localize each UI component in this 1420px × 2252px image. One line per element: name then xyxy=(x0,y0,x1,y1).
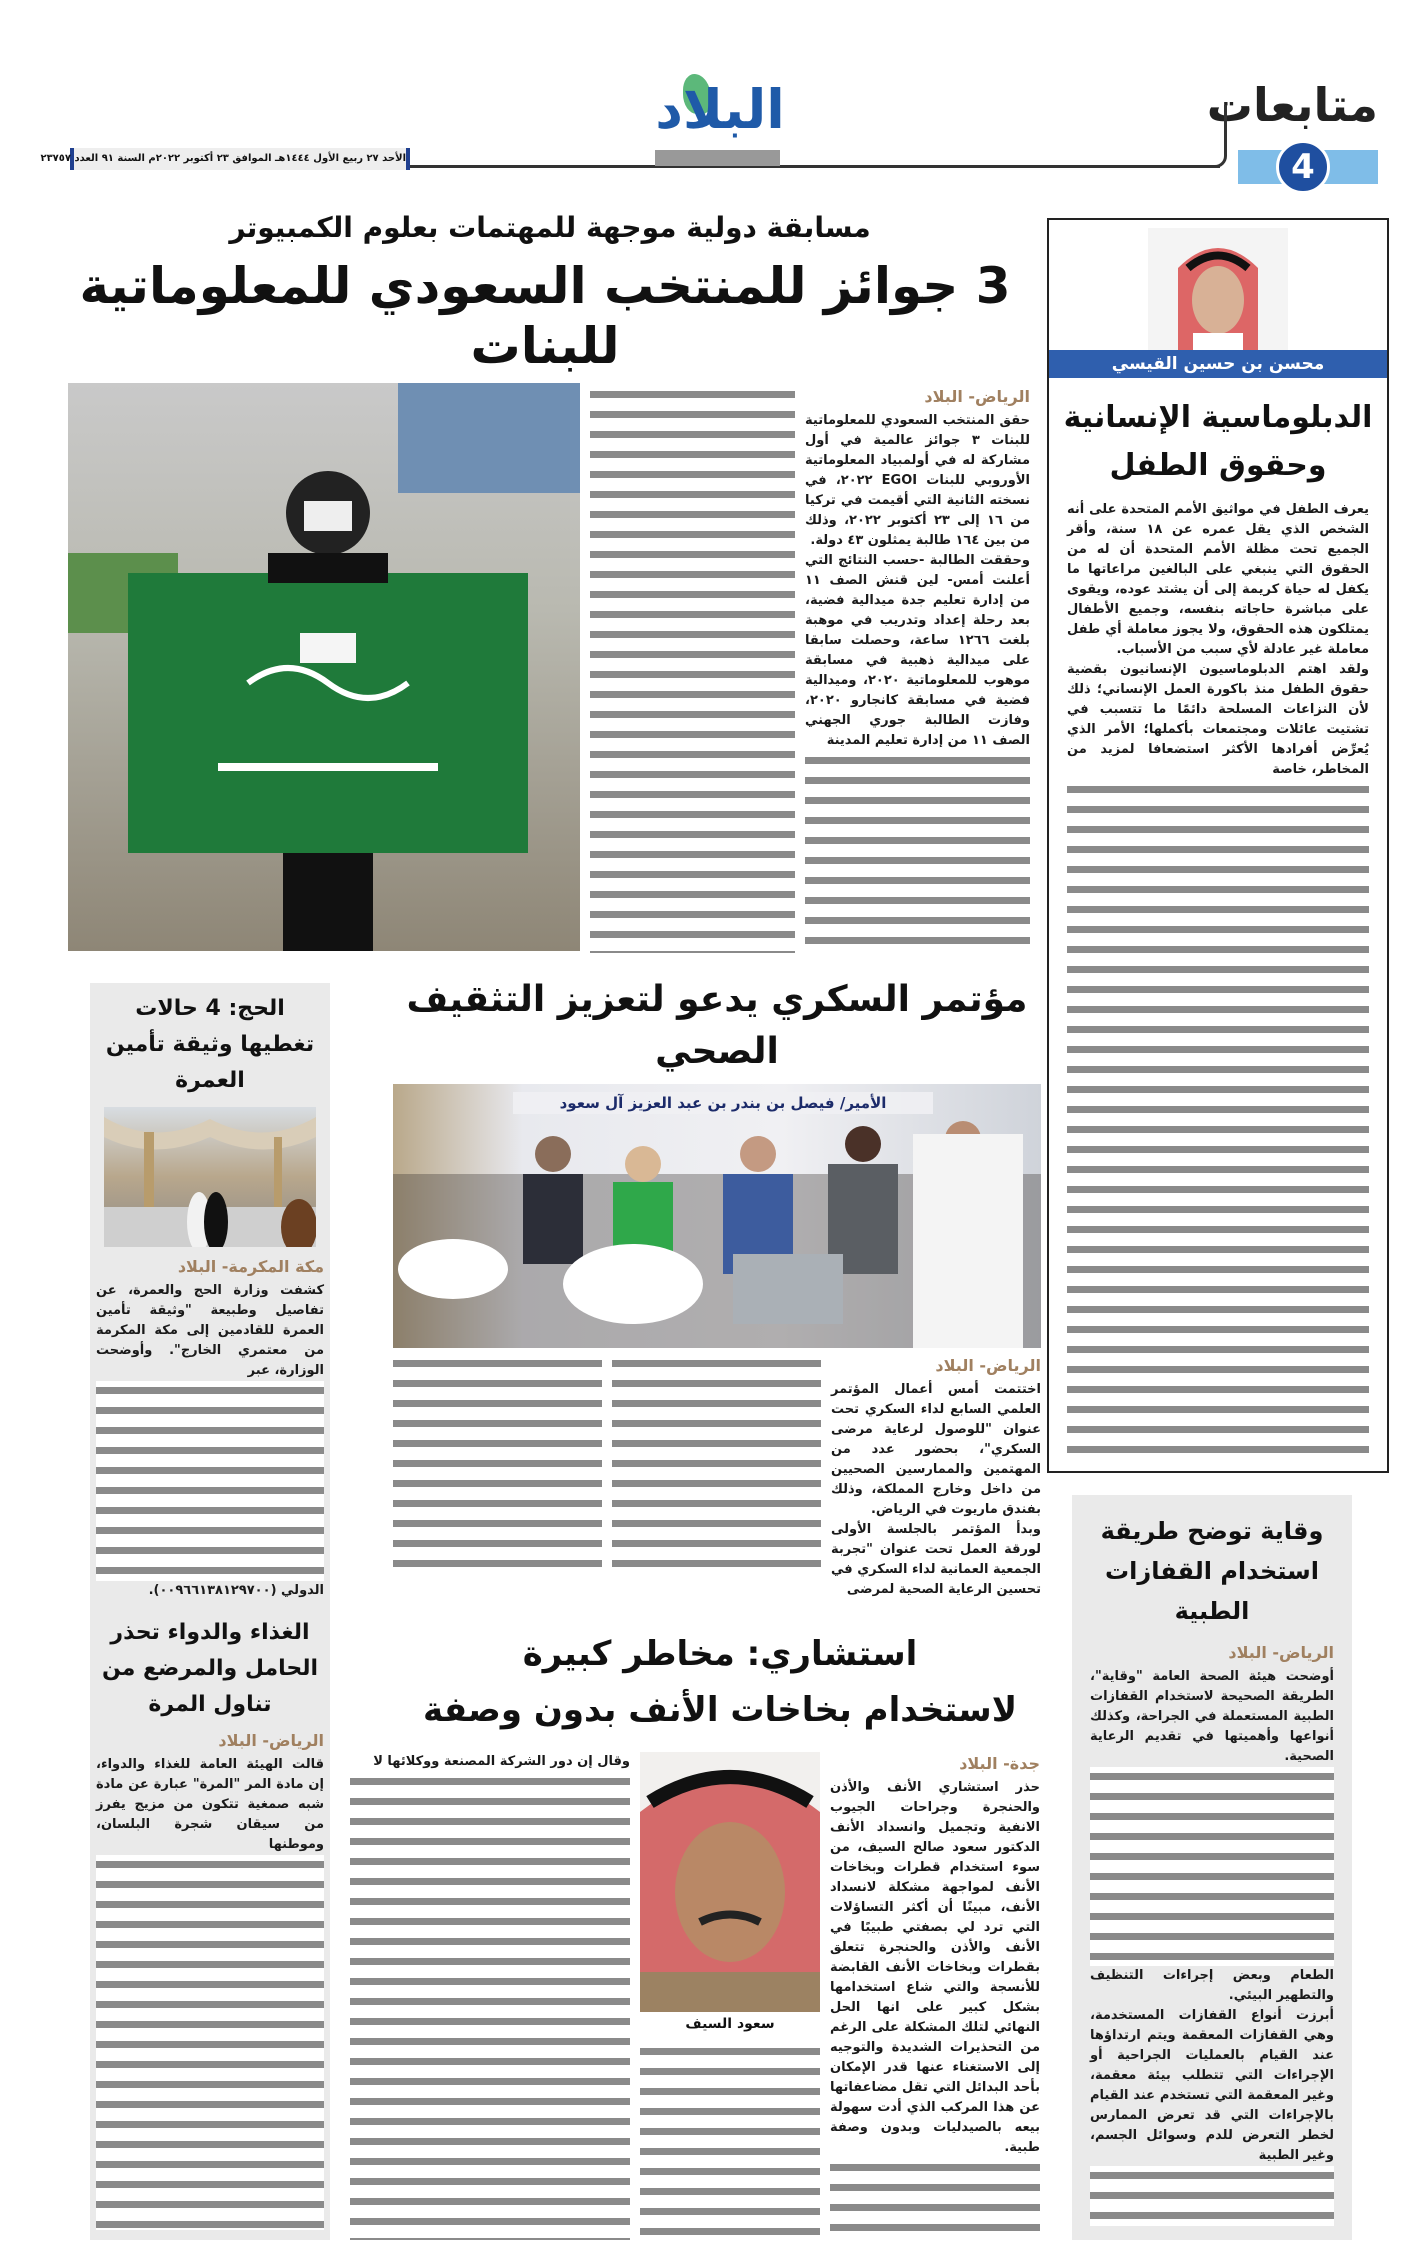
nasal-column-1 xyxy=(830,1752,1040,2240)
opinion-column xyxy=(1047,218,1389,1473)
main-kicker: مسابقة دولية موجهة للمهتمات بعلوم الكمبيوتر xyxy=(229,211,871,244)
conference-photo xyxy=(393,1084,1041,1348)
text-continuation xyxy=(640,2042,820,2240)
hajj-headline: الحج: 4 حالات تغطيها وثيقة تأمين العمرة xyxy=(105,996,315,1093)
nasal-headline xyxy=(380,1626,1060,1738)
text-continuation xyxy=(96,1381,324,1581)
diabetes-headline: مؤتمر السكري يدعو لتعزيز التثقيف الصحي xyxy=(406,979,1028,1072)
text-continuation xyxy=(96,1855,324,2230)
logo-plate xyxy=(655,150,780,166)
wiqaya-paragraph: الطعام وبعض إجراءات التنظيف والتطهير البيئي. xyxy=(1090,1968,1334,2003)
hajj-paragraph: كشفت وزارة الحج والعمرة، عن تفاصيل وطبيعة "وثيقة تأمين العمرة للقادمين إلى مكة المكرمة من معتمري الخارج". وأوضحت الوزارة، عبر xyxy=(96,1283,324,1378)
diabetes-paragraph: وبدأ المؤتمر بالجلسة الأولى لورقة العمل تحت عنوان "تجربة الجمعية العمانية لداء السكري في تحسين الرعاية الصحية لمرضى xyxy=(831,1522,1041,1597)
saif-photo xyxy=(640,1752,820,2012)
main-paragraph: وحققت الطالبة -حسب النتائج التي أعلنت أمس- لين قنش الصف ١١ من إدارة تعليم جدة ميدالية فضية، بعد رحلة إعداد وتدريب في موهبة بلغت ١٢٦٦ ساعة، وحصلت سابقا على ميدالية ذهبية في مسابقة موهوب للمعلوماتية ٢٠٢٠، وميدالية فضية في مسابقة كانجارو ٢٠٢٠، وفازت الطالبة جوري الجهني الصف ١١ من إدارة تعليم المدينة xyxy=(805,553,1030,748)
text-continuation xyxy=(830,2158,1040,2240)
wiqaya-byline: الرياض- البلاد xyxy=(1228,1643,1334,1662)
flag-photo xyxy=(68,383,580,951)
nasal-paragraph: حذر استشاري الأنف والأذن والحنجرة وجراحات الجيوب الانفية وتجميل وانسداد الأنف الدكتور سعود صالح السيف، من سوء استخدام قطرات وبخاخات الأنف لمواجهة مشكلة لانسداد الأنف، مبينًا أن أكثر التساؤلات التي ترد لي بصفتي طبيبًا في الأنف والأذن والحنجرة تتعلق بقطرات وبخاخات الأنف القابضة للأنسجة والتي شاع استخدامها بشكل كبير على انها الحل النهائي لتلك المشكلة على الرغم من التحذيرات الشديدة والتوجيه إلى الاستغناء عنها قدر الإمكان بأحد البدائل التي تقل مضاعفاتها عن هذا المركب الذي أدت سهولة بيعه بالصيدليات وبدون وصفة طبية. xyxy=(830,1780,1040,2155)
main-article-column-2 xyxy=(590,385,795,953)
logo-text: البلاد xyxy=(655,78,785,141)
author-name: محسن بن حسين القيسي xyxy=(1049,350,1387,378)
wiqaya-paragraph: أبرزت أنواع القفازات المستخدمة، وهي القفازات المعقمة ويتم ارتداؤها عند القيام بالعمليات الجراحية أو الإجراءات التي تتطلب بيئة معقمة، وغير المعقمة التي تستخدم عند القيام بالإجراءات التي قد تعرض الممارس لخطر التعرض للدم وسوائل الجسم، وغير الطبية xyxy=(1090,2008,1334,2163)
nasal-headline-line-1: استشاري: مخاطر كبيرة xyxy=(522,1634,918,1674)
food-paragraph: قالت الهيئة العامة للغذاء والدواء، إن مادة المر "المرة" عبارة عن مادة شبه صمغية تتكون من مزيج يفرز من سيقان شجرة البلسان، وموطنها xyxy=(96,1757,324,1852)
text-continuation xyxy=(350,1772,630,2240)
conference-banner-text: الأمير/ فيصل بن بندر بن عبد العزيز آل سعود xyxy=(513,1092,933,1114)
saif-photo-caption: سعود السيف xyxy=(685,2016,775,2032)
diabetes-columns xyxy=(393,1354,1041,1600)
section-title: متابعات xyxy=(1206,78,1378,132)
diabetes-column-3 xyxy=(393,1354,602,1574)
food-byline: الرياض- البلاد xyxy=(218,1731,324,1750)
header-rule-curve xyxy=(1215,105,1227,168)
text-continuation xyxy=(1090,2166,1334,2226)
wiqaya-article xyxy=(1072,1495,1352,2240)
text-continuation xyxy=(805,751,1030,953)
left-sidebar xyxy=(90,983,330,2240)
student-with-flag-image xyxy=(68,383,580,951)
opinion-title: الدبلوماسية الإنسانية وحقوق الطفل xyxy=(1063,400,1373,483)
nasal-column-3 xyxy=(350,1752,630,2240)
diabetes-column-1 xyxy=(831,1354,1041,1600)
nasal-byline: جدة- البلاد xyxy=(959,1754,1040,1773)
food-body xyxy=(96,1729,324,2230)
wiqaya-headline: وقاية توضح طريقة استخدام القفازات الطبية xyxy=(1100,1517,1324,1625)
wiqaya-body xyxy=(1072,1631,1352,2240)
hajj-body xyxy=(96,1255,324,1601)
newspaper-logo xyxy=(655,70,785,150)
opinion-paragraph: ولقد اهتم الدبلوماسيون الإنسانيون بقضية حقوق الطفل منذ باكورة العمل الإنساني؛ ذلك لأن النزاعات المسلحة دائمًا ما تتسبب في تشتيت عائلات ومجتمعات بأكملها؛ الأمر الذي يُعرِّض أفرادها الأكثر استضعافا لمزيد من المخاطر، خاصة xyxy=(1067,662,1369,777)
main-headline: 3 جوائز للمنتخب السعودي للمعلوماتية للبنات xyxy=(79,257,1011,375)
page-number: 4 xyxy=(1276,140,1330,194)
hajj-byline: مكة المكرمة- البلاد xyxy=(177,1257,324,1276)
umrah-photo xyxy=(104,1107,316,1247)
author-photo xyxy=(1148,228,1288,350)
date-line: الأحد ٢٧ ربيع الأول ١٤٤٤هـ الموافق ٢٣ أكتوبر ٢٠٢٢م السنة ٩١ العدد ٢٣٧٥٧ xyxy=(70,148,410,170)
nasal-headline-line-2: لاستخدام بخاخات الأنف بدون وصفة xyxy=(422,1690,1018,1730)
text-continuation xyxy=(1090,1767,1334,1966)
hajj-phone: الدولي (٠٠٩٦٦١٣٨١٢٩٧٠٠). xyxy=(148,1583,324,1598)
text-continuation xyxy=(1067,780,1369,1461)
diabetes-byline: الرياض- البلاد xyxy=(935,1356,1041,1375)
diabetes-paragraph: اختتمت أمس أعمال المؤتمر العلمي السابع لداء السكري تحت عنوان "للوصول لرعاية مرضى السكري"، بحضور عدد من المهتمين والممارسين الصحيين من داخل وخارج المملكة، وذلك بفندق ماريوت في الرياض. xyxy=(831,1382,1041,1517)
opinion-body xyxy=(1049,500,1387,1471)
wiqaya-paragraph: أوضحت هيئة الصحة العامة "وقاية"، الطريقة الصحيحة لاستخدام القفازات الطبية المستعملة في الجراحة، وكذلك أنواعها وأهميتها في تقديم الرعاية الصحية. xyxy=(1090,1669,1334,1764)
diabetes-column-2 xyxy=(612,1354,821,1574)
diabetes-article xyxy=(393,974,1041,1600)
nasal-column-2 xyxy=(640,1752,820,2240)
food-headline: الغذاء والدواء تحذر الحامل والمرضع من تناول المرة xyxy=(101,1620,319,1717)
opinion-paragraph: يعرف الطفل في مواثيق الأمم المتحدة على أنه الشخص الذي يقل عمره عن ١٨ سنة، وأقر الجميع تحت مظلة الأمم المتحدة أن له من الحقوق التي ينبغي على البالغين مراعاتها ما يكفل له حياة كريمة إلى أن يشتد عوده، ويقوى على مباشرة حاجاته بنفسه، وجميع الأطفال يمتلكون هذه الحقوق، ولا يجوز معاملة أي طفل معاملة غير عادلة لأي سبب من الأسباب. xyxy=(1067,502,1369,657)
nasal-paragraph: وقال إن دور الشركة المصنعة ووكلائها لا xyxy=(373,1754,630,1769)
main-article-column-1 xyxy=(805,385,1030,953)
main-paragraph: حقق المنتخب السعودي للمعلوماتية للبنات ٣ جوائز عالمية في أول مشاركة له في أولمبياد المعلوماتية الأوروبي للبنات EGOI ٢٠٢٢، في نسخته الثانية التي أقيمت في تركيا من ١٦ إلى ٢٣ أكتوبر ٢٠٢٢، وذلك من بين ١٦٤ طالبة يمثلون ٤٣ دولة. xyxy=(805,413,1030,548)
main-byline: الرياض- البلاد xyxy=(924,387,1030,406)
